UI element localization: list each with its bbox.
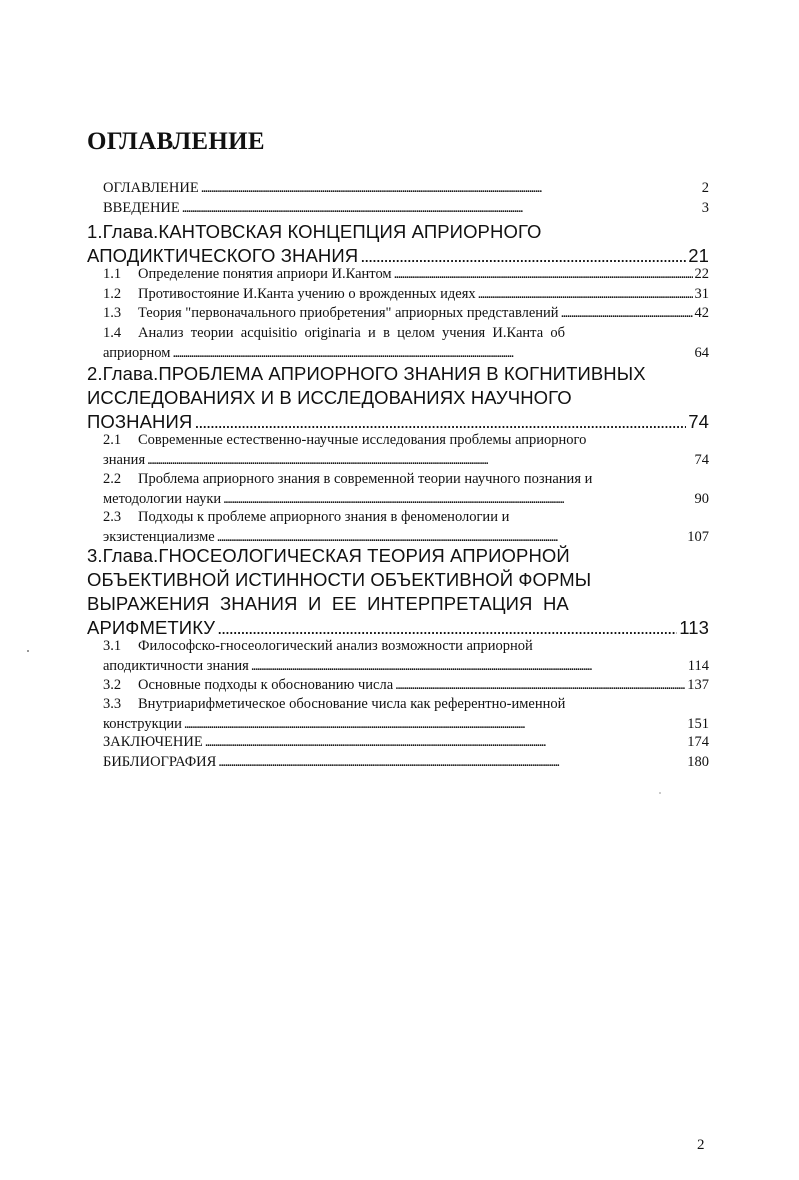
section-title-line	[103, 470, 592, 489]
section-page: 22	[694, 266, 709, 282]
toc-entry-bibliography[interactable]	[103, 754, 709, 771]
dot-leader	[184, 715, 685, 734]
section-title-text: Подходы к проблеме априорного знания в феноменологии и	[138, 509, 510, 525]
chapter-page: 113	[679, 617, 709, 638]
dot-leader	[478, 285, 693, 304]
entry-page: 2	[701, 180, 709, 196]
dot-leader	[394, 265, 693, 284]
page-number: 2	[697, 1137, 705, 1153]
chapter-page: 21	[688, 245, 709, 266]
section-number: 3.3	[103, 696, 122, 712]
section-page: 90	[694, 491, 709, 507]
dot-leader	[182, 200, 700, 217]
section-title-text: Анализ теории acquisitio originaria и в целом учения И.Канта об	[138, 325, 566, 341]
section-title-text: аподиктичности знания	[103, 658, 249, 674]
dot-leader	[205, 734, 686, 751]
section-line	[103, 285, 709, 304]
section-title-text: Современные естественно-научные исследования проблемы априорного	[138, 432, 587, 448]
section-page: 74	[694, 452, 709, 468]
entry-page: 174	[687, 734, 709, 750]
section-line	[103, 451, 709, 470]
section-page: 114	[687, 658, 709, 674]
chapter-title-line: 2.Глава.ПРОБЛЕМА АПРИОРНОГО ЗНАНИЯ В КОГНИТИВНЫХ	[87, 363, 646, 384]
entry-title: ОГЛАВЛЕНИЕ	[103, 180, 199, 196]
toc-heading: ОГЛАВЛЕНИЕ	[87, 128, 265, 155]
chapter-title-line: 3.Глава.ГНОСЕОЛОГИЧЕСКАЯ ТЕОРИЯ АПРИОРНОЙ	[87, 545, 570, 566]
section-line	[103, 657, 709, 676]
section-line	[103, 265, 709, 284]
section-number: 1.4	[103, 325, 122, 341]
section-title-text: Проблема априорного знания в современной теории научного познания и	[138, 471, 593, 487]
section-number: 1.2	[103, 286, 122, 302]
section-title	[103, 285, 476, 304]
section-title-line	[103, 431, 586, 450]
section-page: 107	[687, 529, 709, 545]
chapter-title-line: ПОЗНАНИЯ	[87, 411, 193, 432]
section-title-line	[103, 324, 565, 343]
section-title	[103, 265, 392, 284]
dot-leader	[561, 304, 693, 323]
section-line	[103, 490, 709, 509]
section-number: 2.1	[103, 432, 122, 448]
entry-page: 3	[701, 200, 709, 216]
dot-leader	[218, 754, 685, 771]
chapter-title-line: ОБЪЕКТИВНОЙ ИСТИННОСТИ ОБЪЕКТИВНОЙ ФОРМЫ	[87, 569, 592, 590]
entry-page: 180	[687, 754, 709, 770]
dot-leader	[201, 180, 700, 197]
chapter-title-line: 1.Глава.КАНТОВСКАЯ КОНЦЕПЦИЯ АПРИОРНОГО	[87, 221, 542, 242]
chapter-title-line: ВЫРАЖЕНИЯ ЗНАНИЯ И ЕЕ ИНТЕРПРЕТАЦИЯ НА	[87, 593, 569, 614]
section-title-text: Философско-гносеологический анализ возможности априорной	[138, 638, 533, 654]
section-number: 2.3	[103, 509, 122, 525]
chapter-title-line: ИССЛЕДОВАНИЯХ И В ИССЛЕДОВАНИЯХ НАУЧНОГО	[87, 387, 572, 408]
section-title-text: Теория "первоначального приобретения" априорных представлений	[138, 305, 559, 321]
section-title-text: априорном	[103, 345, 171, 361]
section-number: 3.2	[103, 677, 122, 693]
section-line	[103, 344, 709, 363]
dot-leader	[395, 676, 685, 695]
section-title-line	[103, 637, 533, 656]
section-number: 1.3	[103, 305, 122, 321]
scan-speck	[659, 792, 661, 794]
section-page: 42	[694, 305, 709, 321]
section-title-text: экзистенциализме	[103, 529, 215, 545]
section-title-text: методологии науки	[103, 491, 222, 507]
dot-leader	[251, 657, 686, 676]
section-line	[103, 715, 709, 734]
dot-leader	[172, 344, 692, 363]
dot-leader	[147, 451, 692, 470]
section-line	[103, 676, 709, 695]
dot-leader	[223, 490, 692, 509]
section-title	[103, 304, 559, 323]
section-number: 2.2	[103, 471, 122, 487]
entry-title: ВВЕДЕНИЕ	[103, 200, 180, 216]
section-title-text: конструкции	[103, 716, 182, 732]
chapter-page: 74	[688, 411, 709, 432]
section-title-text: знания	[103, 452, 146, 468]
section-title-text: Противостояние И.Канта учению о врожденных идеях	[138, 286, 476, 302]
toc-entry-conclusion[interactable]	[103, 734, 709, 751]
section-page: 64	[694, 345, 709, 361]
section-page: 31	[694, 286, 709, 302]
section-page: 151	[687, 716, 709, 732]
section-title-text: Внутриарифметическое обоснование числа как референтно-именной	[138, 696, 566, 712]
section-number: 1.1	[103, 266, 122, 282]
chapter-title-line: АРИФМЕТИКУ	[87, 617, 216, 638]
section-title-text: Определение понятия априори И.Кантом	[138, 266, 392, 282]
section-title-line	[103, 508, 509, 527]
entry-title: ЗАКЛЮЧЕНИЕ	[103, 734, 203, 750]
section-title	[103, 676, 393, 695]
section-number: 3.1	[103, 638, 122, 654]
toc-entry-introduction[interactable]	[103, 200, 709, 217]
section-line	[103, 304, 709, 323]
section-page: 137	[687, 677, 709, 693]
scan-speck	[27, 650, 29, 652]
section-title-line	[103, 695, 565, 714]
chapter-title-line: АПОДИКТИЧЕСКОГО ЗНАНИЯ	[87, 245, 359, 266]
section-title-text: Основные подходы к обоснованию числа	[138, 677, 394, 693]
toc-entry-contents[interactable]	[103, 180, 709, 197]
entry-title: БИБЛИОГРАФИЯ	[103, 754, 217, 770]
